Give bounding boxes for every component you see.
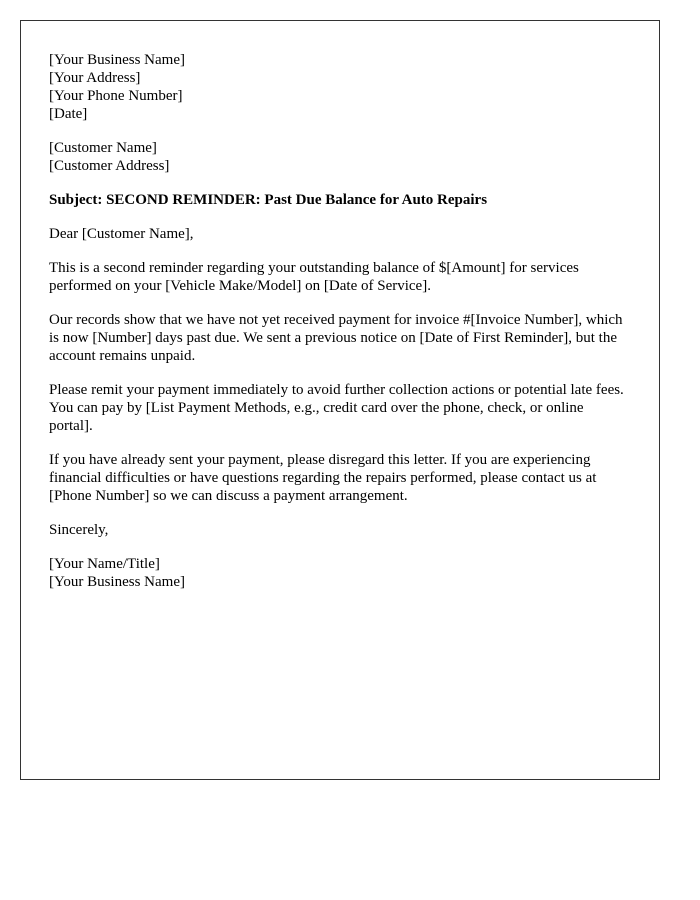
signature-block [49,555,631,591]
sender-phone: [Your Phone Number] [49,88,183,104]
recipient-name: [Customer Name] [49,140,157,156]
body-paragraph-3: Please remit your payment immediately to avoid further collection actions or potential late fees. You can pay by [List Payment Methods, e.g., credit card over the phone, check, or online portal]. [49,382,624,434]
signature-business-name: [Your Business Name] [49,574,185,590]
body-paragraph-4: If you have already sent your payment, please disregard this letter. If you are experiencing financial difficulties or have questions regarding the repairs performed, please contact us at [Phone Number] so we can discuss a payment arrangement. [49,452,597,504]
sender-business-name: [Your Business Name] [49,52,185,68]
subject-line: Subject: SECOND REMINDER: Past Due Balance for Auto Repairs [49,192,488,208]
closing: Sincerely, [49,522,109,538]
signature-name-title: [Your Name/Title] [49,556,160,572]
body-paragraph-2: Our records show that we have not yet received payment for invoice #[Invoice Number], which is now [Number] days past due. We sent a previous notice on [Date of First Reminder], but the account remains unpaid. [49,312,623,364]
sender-address: [Your Address] [49,70,141,86]
letter-page [20,20,660,780]
letter-date: [Date] [49,106,88,122]
sender-block [49,51,631,123]
body-paragraph-1: This is a second reminder regarding your outstanding balance of $[Amount] for services performed on your [Vehicle Make/Model] on [Date of Service]. [49,260,579,294]
recipient-address: [Customer Address] [49,158,170,174]
recipient-block [49,139,631,175]
salutation: Dear [Customer Name], [49,226,194,242]
